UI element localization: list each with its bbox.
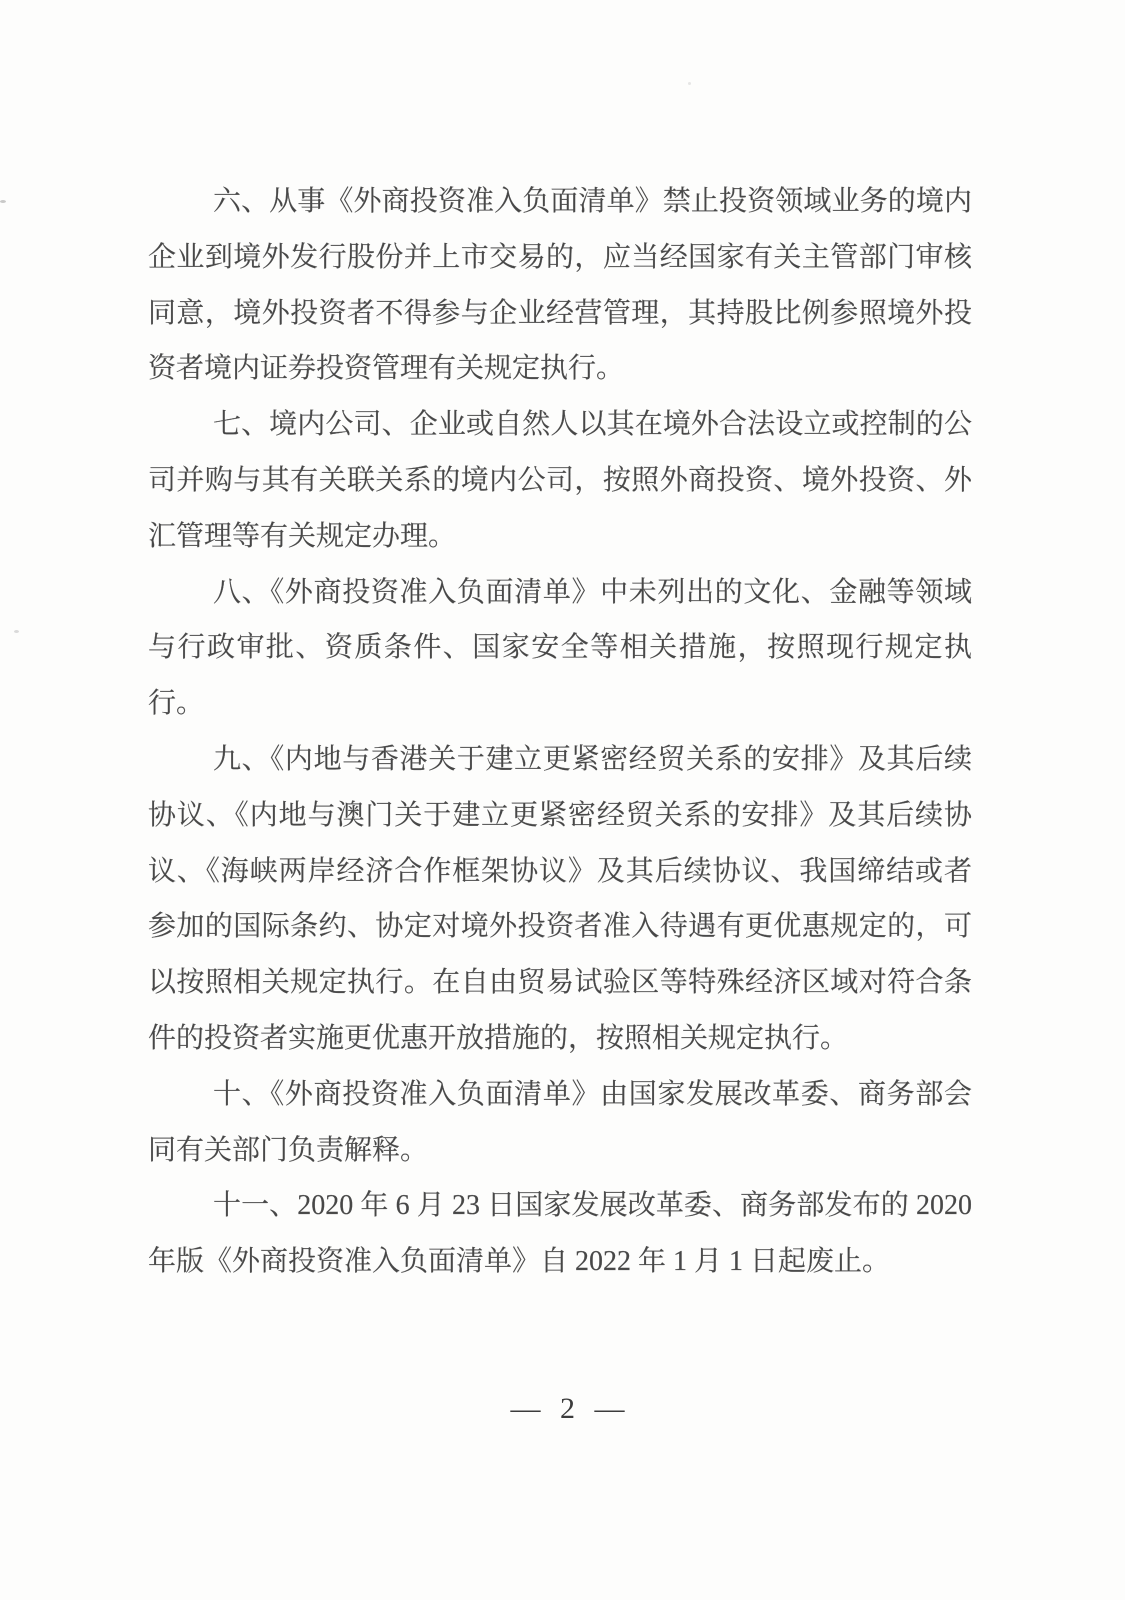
paragraph-item-8: 八、《外商投资准入负面清单》中未列出的文化、金融等领域与行政审批、资质条件、国家安全等相关措施，按照现行规定执行。 bbox=[148, 576, 972, 720]
paragraph-item-7: 七、境内公司、企业或自然人以其在境外合法设立或控制的公司并购与其有关联关系的境内公司，按照外商投资、境外投资、外汇管理等有关规定办理。 bbox=[148, 409, 972, 552]
paragraph-item-9: 九、《内地与香港关于建立更紧密经贸关系的安排》及其后续协议、《内地与澳门关于建立更紧密经贸关系的安排》及其后续协议、《海峡两岸经济合作框架协议》及其后续协议、我国缔结或者参加的国际条约、协定对境外投资者准入待遇有更优惠规定的，可以按照相关规定执行。在自由贸易试验区等特殊经济区域对符合条件的投资者实施更优惠开放措施的，按照相关规定执行。 bbox=[148, 743, 972, 1054]
scan-artifact bbox=[0, 200, 6, 203]
document-body bbox=[148, 174, 972, 1290]
paragraph-item-11: 十一、2020 年 6 月 23 日国家发展改革委、商务部发布的 2020 年版《外商投资准入负面清单》自 2022 年 1 月 1 日起废止。 bbox=[148, 1190, 972, 1278]
page-footer bbox=[0, 1392, 1125, 1426]
page-number: — 2 — bbox=[510, 1392, 631, 1425]
paragraph-item-6: 六、从事《外商投资准入负面清单》禁止投资领域业务的境内企业到境外发行股份并上市交易的，应当经国家有关主管部门审核同意，境外投资者不得参与企业经营管理，其持股比例参照境外投资者境内证券投资管理有关规定执行。 bbox=[148, 186, 972, 385]
scan-artifact bbox=[14, 630, 19, 633]
paragraph-item-10: 十、《外商投资准入负面清单》由国家发展改革委、商务部会同有关部门负责解释。 bbox=[148, 1078, 972, 1166]
scan-artifact bbox=[688, 82, 691, 85]
